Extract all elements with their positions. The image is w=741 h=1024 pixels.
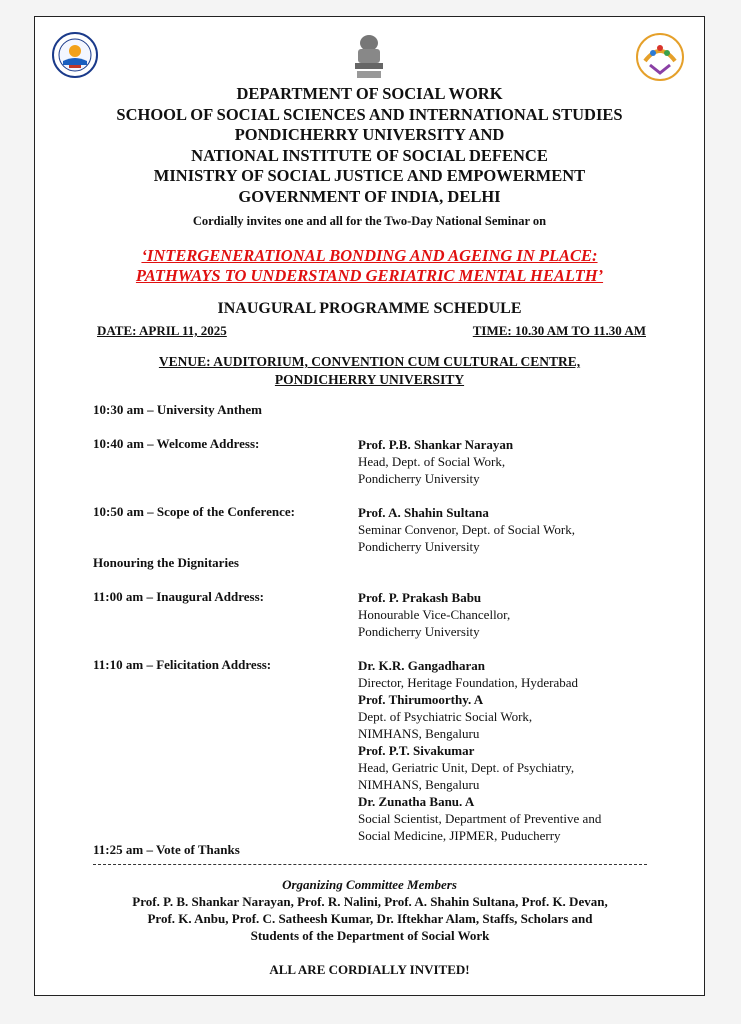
speaker-block	[358, 589, 510, 640]
programme-item-anthem: 10:30 am – University Anthem	[93, 402, 262, 417]
header-line: NATIONAL INSTITUTE OF SOCIAL DEFENCE	[191, 145, 548, 165]
schedule-title: INAUGURAL PROGRAMME SCHEDULE	[217, 300, 522, 317]
programme-item-scope: 10:50 am – Scope of the Conference:	[93, 504, 295, 519]
header-line: GOVERNMENT OF INDIA, DELHI	[238, 186, 501, 206]
speaker-name: Dr. Zunatha Banu. A	[358, 794, 475, 809]
header-line: MINISTRY OF SOCIAL JUSTICE AND EMPOWERMENT	[153, 166, 586, 185]
event-date: DATE: APRIL 11, 2025	[97, 323, 227, 338]
speaker-detail: NIMHANS, Bengaluru	[358, 726, 480, 741]
speaker-name: Dr. K.R. Gangadharan	[358, 658, 486, 673]
programme-item-felicitation: 11:10 am – Felicitation Address:	[93, 657, 272, 672]
speaker-name: Prof. P.T. Sivakumar	[358, 743, 475, 758]
programme-item-honouring: Honouring the Dignitaries	[93, 555, 239, 570]
seminar-title	[35, 246, 704, 286]
pondicherry-university-logo	[51, 31, 99, 79]
header-line: PONDICHERRY UNIVERSITY AND	[234, 125, 505, 144]
organizing-line: Prof. P. B. Shankar Narayan, Prof. R. Nalini, Prof. A. Shahin Sultana, Prof. K. Devan,	[132, 894, 608, 909]
nisd-logo	[635, 31, 685, 87]
header-line: SCHOOL OF SOCIAL SCIENCES AND INTERNATIONAL STUDIES	[116, 104, 623, 124]
speaker-name: Prof. A. Shahin Sultana	[358, 505, 489, 520]
organizing-line: Prof. K. Anbu, Prof. C. Satheesh Kumar, Dr. Iftekhar Alam, Staffs, Scholars and	[147, 911, 593, 926]
programme-item-vote-of-thanks: 11:25 am – Vote of Thanks	[93, 842, 240, 857]
programme-item-welcome: 10:40 am – Welcome Address:	[93, 436, 260, 451]
speaker-name: Prof. P.B. Shankar Narayan	[358, 437, 514, 452]
speaker-detail: Head, Dept. of Social Work,	[358, 454, 506, 469]
speaker-detail: Pondicherry University	[358, 471, 480, 486]
speaker-detail: Seminar Convenor, Dept. of Social Work,	[358, 522, 575, 537]
organizing-title: Organizing Committee Members	[282, 877, 457, 892]
venue-line2: PONDICHERRY UNIVERSITY	[274, 372, 465, 387]
seminar-title-line1: ‘INTERGENERATIONAL BONDING AND AGEING IN PLACE:	[141, 246, 598, 265]
speaker-detail: Social Scientist, Department of Preventive and	[358, 811, 602, 826]
speaker-detail: Pondicherry University	[358, 539, 480, 554]
national-emblem-logo	[348, 31, 390, 83]
speaker-detail: Social Medicine, JIPMER, Puducherry	[358, 828, 561, 843]
divider	[93, 864, 647, 865]
speaker-detail: Dept. of Psychiatric Social Work,	[358, 709, 533, 724]
header-line: DEPARTMENT OF SOCIAL WORK	[236, 84, 503, 103]
seminar-title-line2: PATHWAYS TO UNDERSTAND GERIATRIC MENTAL HEALTH’	[135, 266, 604, 285]
speaker-block	[358, 436, 513, 487]
speaker-name: Prof. Thirumoorthy. A	[358, 692, 484, 707]
speaker-detail: Director, Heritage Foundation, Hyderabad	[358, 675, 579, 690]
speaker-detail: Honourable Vice-Chancellor,	[358, 607, 511, 622]
speaker-block	[358, 504, 575, 555]
speaker-detail: NIMHANS, Bengaluru	[358, 777, 480, 792]
speaker-detail: Head, Geriatric Unit, Dept. of Psychiatry,	[358, 760, 575, 775]
organizing-members	[75, 893, 665, 944]
programme-item-inaugural: 11:00 am – Inaugural Address:	[93, 589, 264, 604]
speaker-list	[358, 657, 601, 844]
event-time: TIME: 10.30 AM TO 11.30 AM	[472, 323, 646, 338]
closing-text: ALL ARE CORDIALLY INVITED!	[269, 962, 470, 977]
venue-line1: VENUE: AUDITORIUM, CONVENTION CUM CULTURAL CENTRE,	[158, 354, 581, 369]
invite-text: Cordially invites one and all for the Two-Day National Seminar on	[192, 214, 547, 228]
invitation-page	[34, 16, 705, 996]
organizing-line: Students of the Department of Social Work	[250, 928, 490, 943]
speaker-name: Prof. P. Prakash Babu	[358, 590, 482, 605]
venue	[35, 353, 704, 389]
speaker-detail: Pondicherry University	[358, 624, 480, 639]
